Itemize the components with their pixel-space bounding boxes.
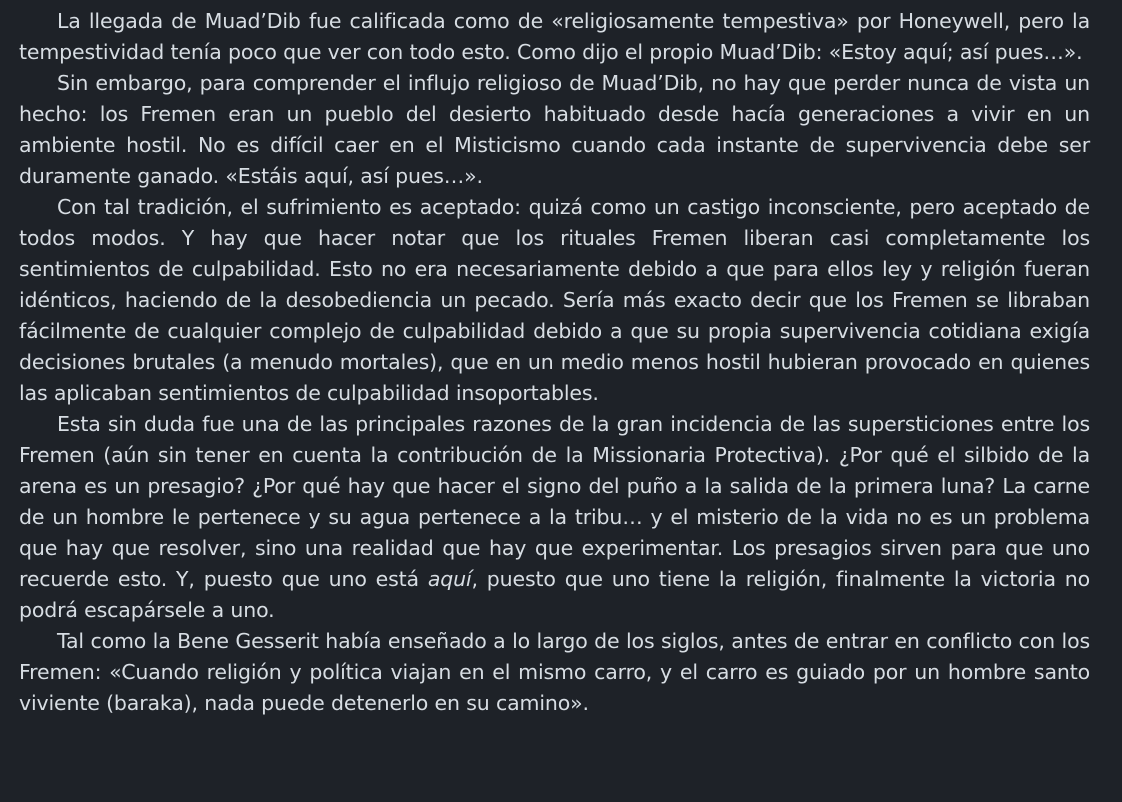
- paragraph-4-text-after: , puesto que uno tiene la religión, finalmente la victoria no podrá escapársele a uno.: [19, 567, 1090, 622]
- paragraph-3: Con tal tradición, el sufrimiento es aceptado: quizá como un castigo inconsciente, pero aceptado de todos modos. Y hay que hacer notar que los rituales Fremen liberan casi completamente los sentimientos de culpabilidad. Esto no era necesariamente debido a que para ellos ley y religión fueran idénticos, haciendo de la desobediencia un pecado. Sería más exacto decir que los Fremen se libraban fácilmente de cualquier complejo de culpabilidad debido a que su propia supervivencia cotidiana exigía decisiones brutales (a menudo mortales), que en un medio menos hostil hubieran provocado en quienes las aplicaban sentimientos de culpabilidad insoportables.: [19, 195, 1090, 405]
- paragraph-4-emphasis: aquí: [427, 567, 472, 591]
- paragraph-4-text-before: Esta sin duda fue una de las principales razones de la gran incidencia de las supersticiones entre los Fremen (aún sin tener en cuenta la contribución de la Missionaria Protectiva). ¿Por qué el silbido de la arena es un presagio? ¿Por qué hay que hacer el signo del puño a la salida de la primera luna? La carne de un hombre le pertenece y su agua pertenece a la tribu… y el misterio de la vida no es un problema que hay que resolver, sino una realidad que hay que experimentar. Los presagios sirven para que uno recuerde esto. Y, puesto que uno está: [19, 412, 1090, 591]
- paragraph-1: La llegada de Muad’Dib fue calificada como de «religiosamente tempestiva» por Honeywell, pero la tempestividad tenía poco que ver con todo esto. Como dijo el propio Muad’Dib: «Estoy aquí; así pues…».: [19, 9, 1090, 64]
- paragraph-2: Sin embargo, para comprender el influjo religioso de Muad’Dib, no hay que perder nunca de vista un hecho: los Fremen eran un pueblo del desierto habituado desde hacía generaciones a vivir en un ambiente hostil. No es difícil caer en el Misticismo cuando cada instante de supervivencia debe ser duramente ganado. «Estáis aquí, así pues…».: [19, 71, 1090, 188]
- paragraph-4: [19, 409, 1090, 626]
- paragraph-5: Tal como la Bene Gesserit había enseñado a lo largo de los siglos, antes de entrar en conflicto con los Fremen: «Cuando religión y política viajan en el mismo carro, y el carro es guiado por un hombre santo viviente (baraka), nada puede detenerlo en su camino».: [19, 629, 1090, 715]
